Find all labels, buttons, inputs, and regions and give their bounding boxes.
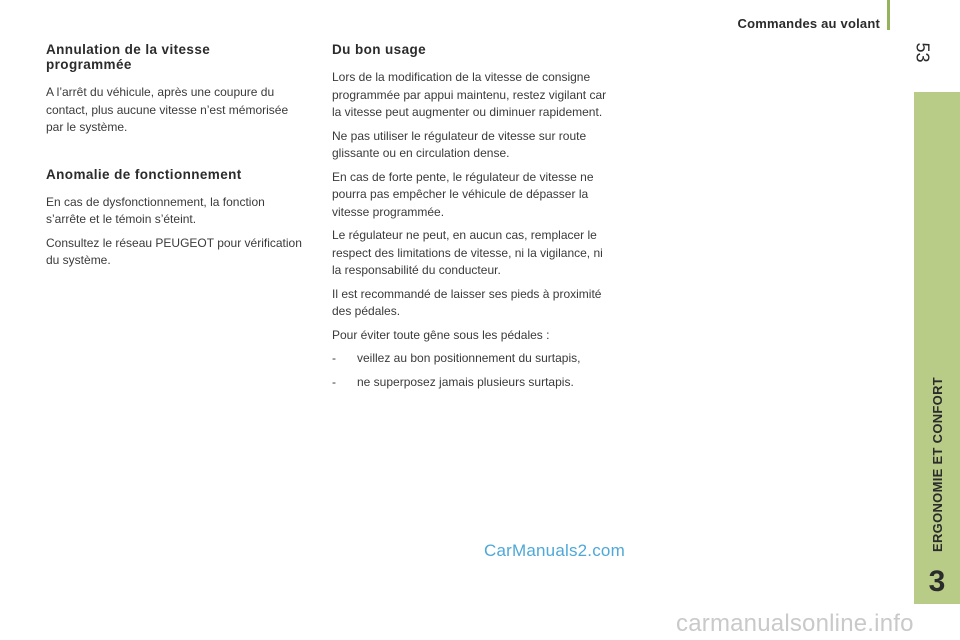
section-heading-cancel-speed: [46, 42, 306, 72]
paragraph: Ne pas utiliser le régulateur de vitesse sur route glissante ou en circulation dense.: [332, 128, 587, 160]
chapter-tab-label: ERGONOMIE ET CONFORT: [929, 376, 945, 552]
section-heading-good-use: Du bon usage: [332, 42, 427, 57]
list-item: - ne superposez jamais plusieurs surtapis.: [332, 374, 612, 392]
chapter-number: 3: [914, 560, 960, 604]
watermark-link[interactable]: CarManuals2.com: [484, 541, 625, 560]
paragraph: En cas de dysfonctionnement, la fonction s’arrête et le témoin s’éteint.: [46, 194, 265, 226]
right-column: [332, 42, 612, 397]
paragraph: Lors de la modification de la vitesse de consigne programmée par appui maintenu, restez vigilant car la vitesse peut augmenter ou diminuer rapidement.: [332, 70, 607, 119]
section-title: Commandes au volant: [737, 16, 880, 31]
header-divider: [887, 0, 890, 30]
list-item: - veillez au bon positionnement du surtapis,: [332, 350, 612, 368]
paragraph: En cas de forte pente, le régulateur de vitesse ne pourra pas empêcher le véhicule de dépasser la vitesse programmée.: [332, 169, 594, 219]
heading-line-2: programmée: [46, 57, 132, 72]
paragraph: Il est recommandé de laisser ses pieds à proximité des pédales.: [332, 286, 602, 318]
section-heading-malfunction: Anomalie de fonctionnement: [46, 166, 242, 182]
paragraph: A l’arrêt du véhicule, après une coupure du contact, plus aucune vitesse n’est mémorisée par le système.: [46, 85, 289, 134]
watermark-footer: carmanualsonline.info: [676, 610, 914, 637]
left-column: [46, 42, 306, 276]
dash-list: [332, 350, 612, 391]
page-number: 53: [912, 42, 933, 63]
paragraph: Le régulateur ne peut, en aucun cas, remplacer le respect des limitations de vitesse, ni la vigilance, ni la responsabilité du conducteur.: [332, 228, 603, 277]
paragraph: Pour éviter toute gêne sous les pédales :: [332, 327, 550, 342]
heading-line-1: Annulation de la vitesse: [46, 42, 211, 57]
chapter-tab-label-wrapper: [914, 92, 960, 560]
paragraph: Consultez le réseau PEUGEOT pour vérification du système.: [46, 235, 302, 267]
